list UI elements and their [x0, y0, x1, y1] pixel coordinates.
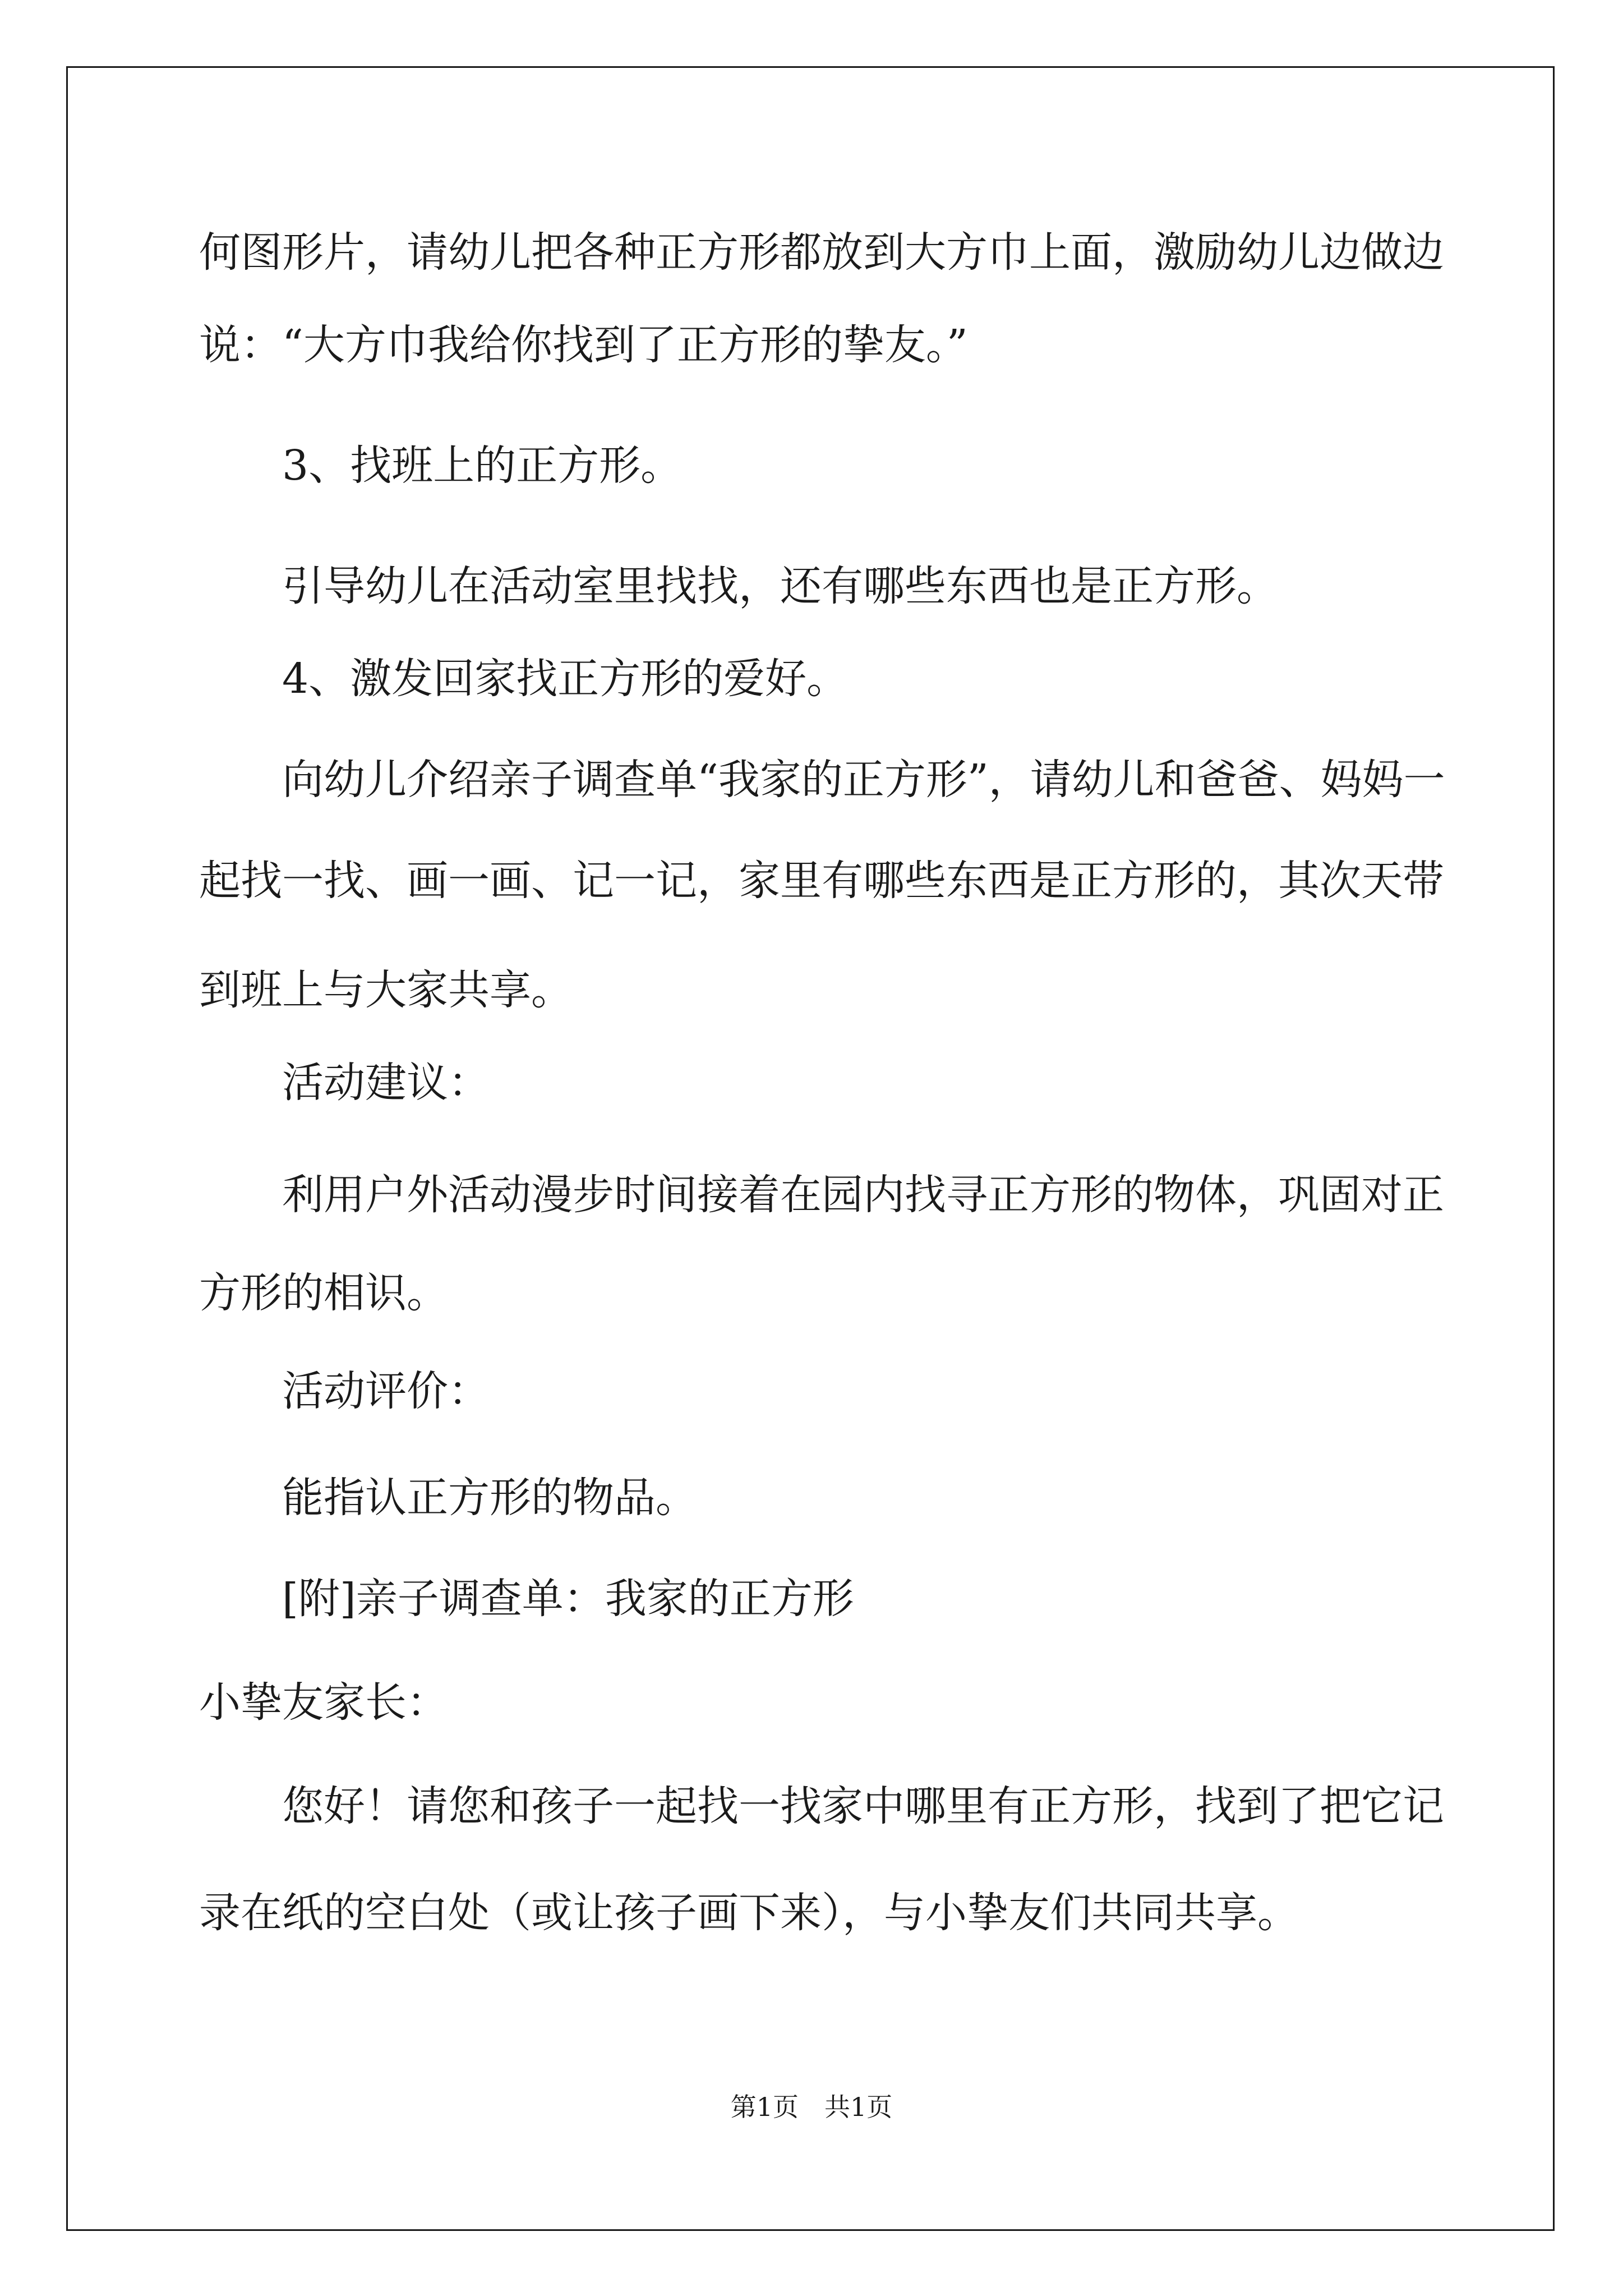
paragraph-line: 4、激发回家找正方形的爱好。 — [282, 655, 849, 703]
paragraph-line: 何图形片，请幼儿把各种正方形都放到大方巾上面，激励幼儿边做边 — [199, 228, 1444, 277]
paragraph-line: 您好！请您和孩子一起找一找家中哪里有正方形，找到了把它记 — [282, 1782, 1444, 1830]
paragraph-line: 到班上与大家共享。 — [199, 966, 573, 1014]
paragraph-line: 能指认正方形的物品。 — [282, 1474, 697, 1522]
paragraph-line: 引导幼儿在活动室里找找，还有哪些东西也是正方形。 — [282, 562, 1278, 610]
paragraph-line: 录在纸的空白处（或让孩子画下来），与小挚友们共同共享。 — [199, 1889, 1299, 1937]
paragraph-line: [附]亲子调查单：我家的正方形 — [282, 1575, 854, 1623]
paragraph-line: 3、找班上的正方形。 — [282, 441, 683, 490]
paragraph-line: 利用户外活动漫步时间接着在园内找寻正方形的物体，巩固对正 — [282, 1171, 1444, 1219]
paragraph-line: 方形的相识。 — [199, 1269, 448, 1317]
paragraph-line: 向幼儿介绍亲子调查单“我家的正方形”，请幼儿和爸爸、妈妈一 — [282, 756, 1445, 804]
page-number: 第1页 共1页 — [730, 2092, 893, 2122]
paragraph-line: 活动建议： — [282, 1059, 490, 1107]
paragraph-line: 活动评价： — [282, 1367, 490, 1415]
paragraph-line: 小挚友家长： — [199, 1678, 448, 1727]
paragraph-line: 说：“大方巾我给你找到了正方形的挚友。” — [199, 321, 968, 369]
paragraph-line: 起找一找、画一画、记一记，家里有哪些东西是正方形的，其次天带 — [199, 857, 1444, 905]
